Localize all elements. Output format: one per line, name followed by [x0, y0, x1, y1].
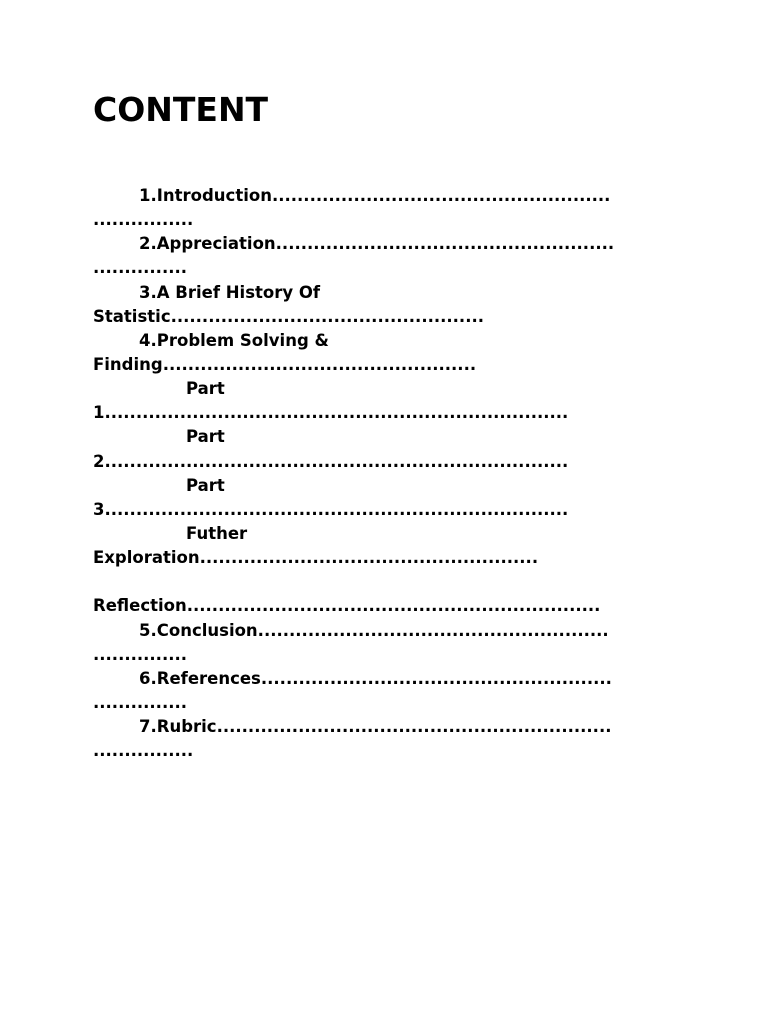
- toc-subentry-part-2: Part: [186, 427, 225, 447]
- toc-entry-problem-solving: 4.Problem Solving &: [139, 330, 329, 350]
- toc-subentry-reflection: Reflection..................................................................: [93, 596, 601, 616]
- toc-entry-references: 6.References........................................................: [139, 668, 612, 688]
- table-of-contents: [93, 184, 693, 763]
- toc-subentry-part-1: Part: [186, 379, 225, 399]
- toc-entry-conclusion: 5.Conclusion........................................................: [139, 620, 609, 640]
- toc-subentry-part-3-leader: 3..........................................................................: [93, 499, 569, 519]
- toc-entry-introduction-leader: ................: [93, 210, 194, 230]
- toc-entry-appreciation-leader: ...............: [93, 258, 188, 278]
- toc-entry-appreciation: 2.Appreciation......................................................: [139, 234, 615, 254]
- toc-entry-brief-history: 3.A Brief History Of: [139, 282, 321, 302]
- toc-entry-rubric: 7.Rubric...............................................................: [139, 717, 612, 737]
- toc-entry-rubric-leader: ................: [93, 741, 194, 761]
- page-title: CONTENT: [93, 90, 269, 129]
- toc-entry-references-leader: ...............: [93, 692, 188, 712]
- toc-subentry-part-2-leader: 2..........................................................................: [93, 451, 569, 471]
- toc-subentry-part-1-leader: 1..........................................................................: [93, 403, 569, 423]
- toc-subentry-part-3: Part: [186, 475, 225, 495]
- toc-subentry-futher-exploration: Futher: [186, 523, 248, 543]
- toc-entry-conclusion-leader: ...............: [93, 644, 188, 664]
- toc-entry-problem-solving-leader: Finding..................................................: [93, 354, 477, 374]
- toc-subentry-futher-exploration-leader: Exploration......................................................: [93, 548, 539, 568]
- toc-blank-line: [93, 570, 693, 594]
- toc-entry-brief-history-leader: Statistic..................................................: [93, 306, 484, 326]
- toc-entry-introduction: 1.Introduction......................................................: [139, 186, 611, 205]
